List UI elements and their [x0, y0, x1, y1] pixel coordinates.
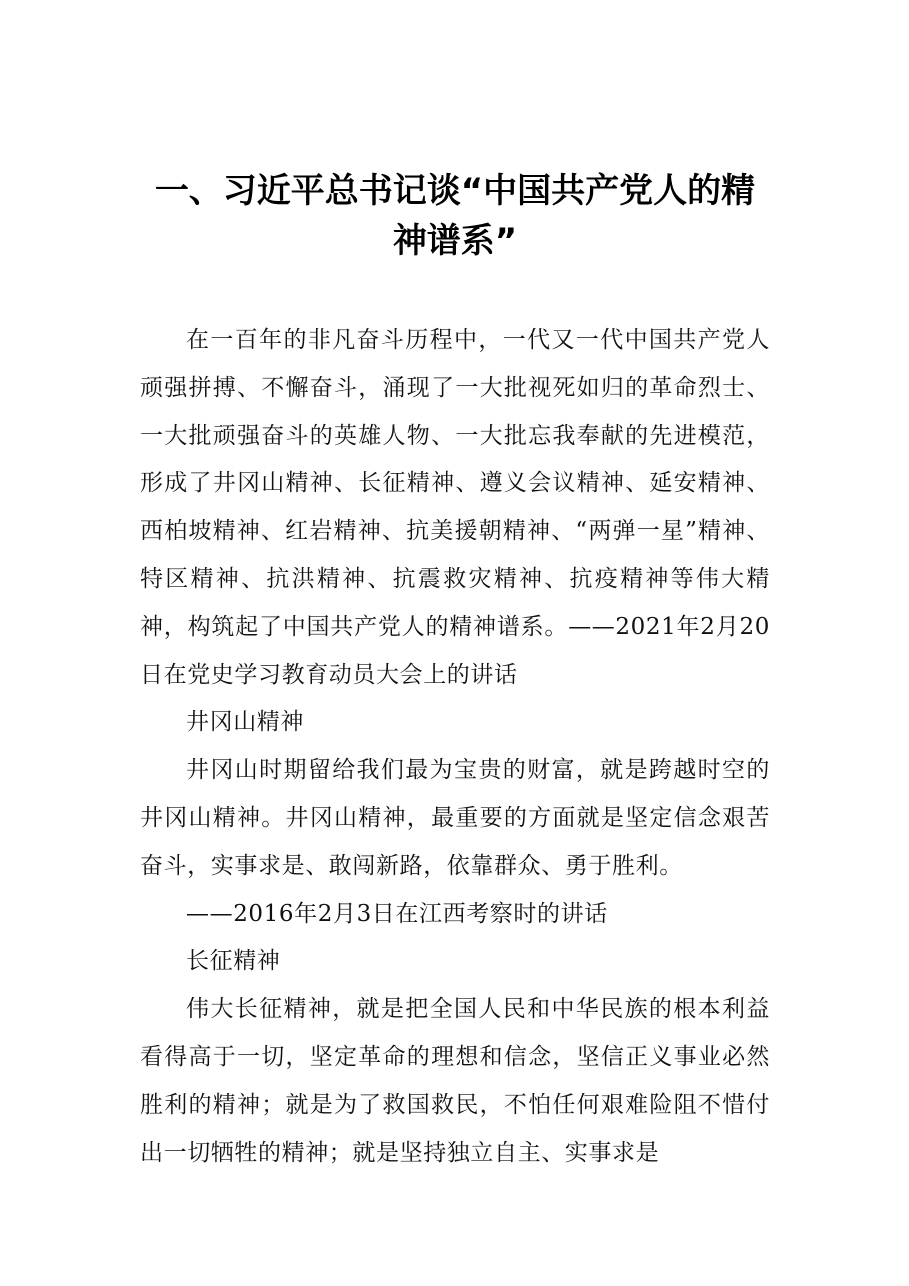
- title-line-1: 一、习近平总书记谈“中国共产党人的精: [154, 171, 756, 211]
- title-line-2: 神谱系”: [392, 221, 518, 261]
- section-paragraph-jinggangshan: 井冈山时期留给我们最为宝贵的财富，就是跨越时空的井冈山精神。井冈山精神，最重要的方面就是坚定信念艰苦奋斗，实事求是、敢闯新路，依靠群众、勇于胜利。: [140, 757, 770, 879]
- document-title: [140, 166, 770, 266]
- section-heading-changzheng: 长征精神: [186, 948, 281, 975]
- section-heading-jinggangshan: 井冈山精神: [186, 709, 304, 736]
- document-body: [140, 317, 770, 1177]
- section-paragraph-changzheng: 伟大长征精神，就是把全国人民和中华民族的根本利益看得高于一切，坚定革命的理想和信念，坚信正义事业必然胜利的精神；就是为了救国救民，不怕任何艰难险阻不惜付出一切牺牲的精神；就是坚持独立自主、实事求是: [140, 996, 770, 1166]
- section-source-jinggangshan: ——2016年2月3日在江西考察时的讲话: [186, 900, 608, 927]
- intro-paragraph: 在一百年的非凡奋斗历程中，一代又一代中国共产党人顽强拼搏、不懈奋斗，涌现了一大批视死如归的革命烈士、一大批顽强奋斗的英雄人物、一大批忘我奉献的先进模范，形成了井冈山精神、长征精神、遵义会议精神、延安精神、西柏坡精神、红岩精神、抗美援朝精神、“两弹一星”精神、特区精神、抗洪精神、抗震救灾精神、抗疫精神等伟大精神，构筑起了中国共产党人的精神谱系。——2021年2月20日在党史学习教育动员大会上的讲话: [140, 327, 770, 688]
